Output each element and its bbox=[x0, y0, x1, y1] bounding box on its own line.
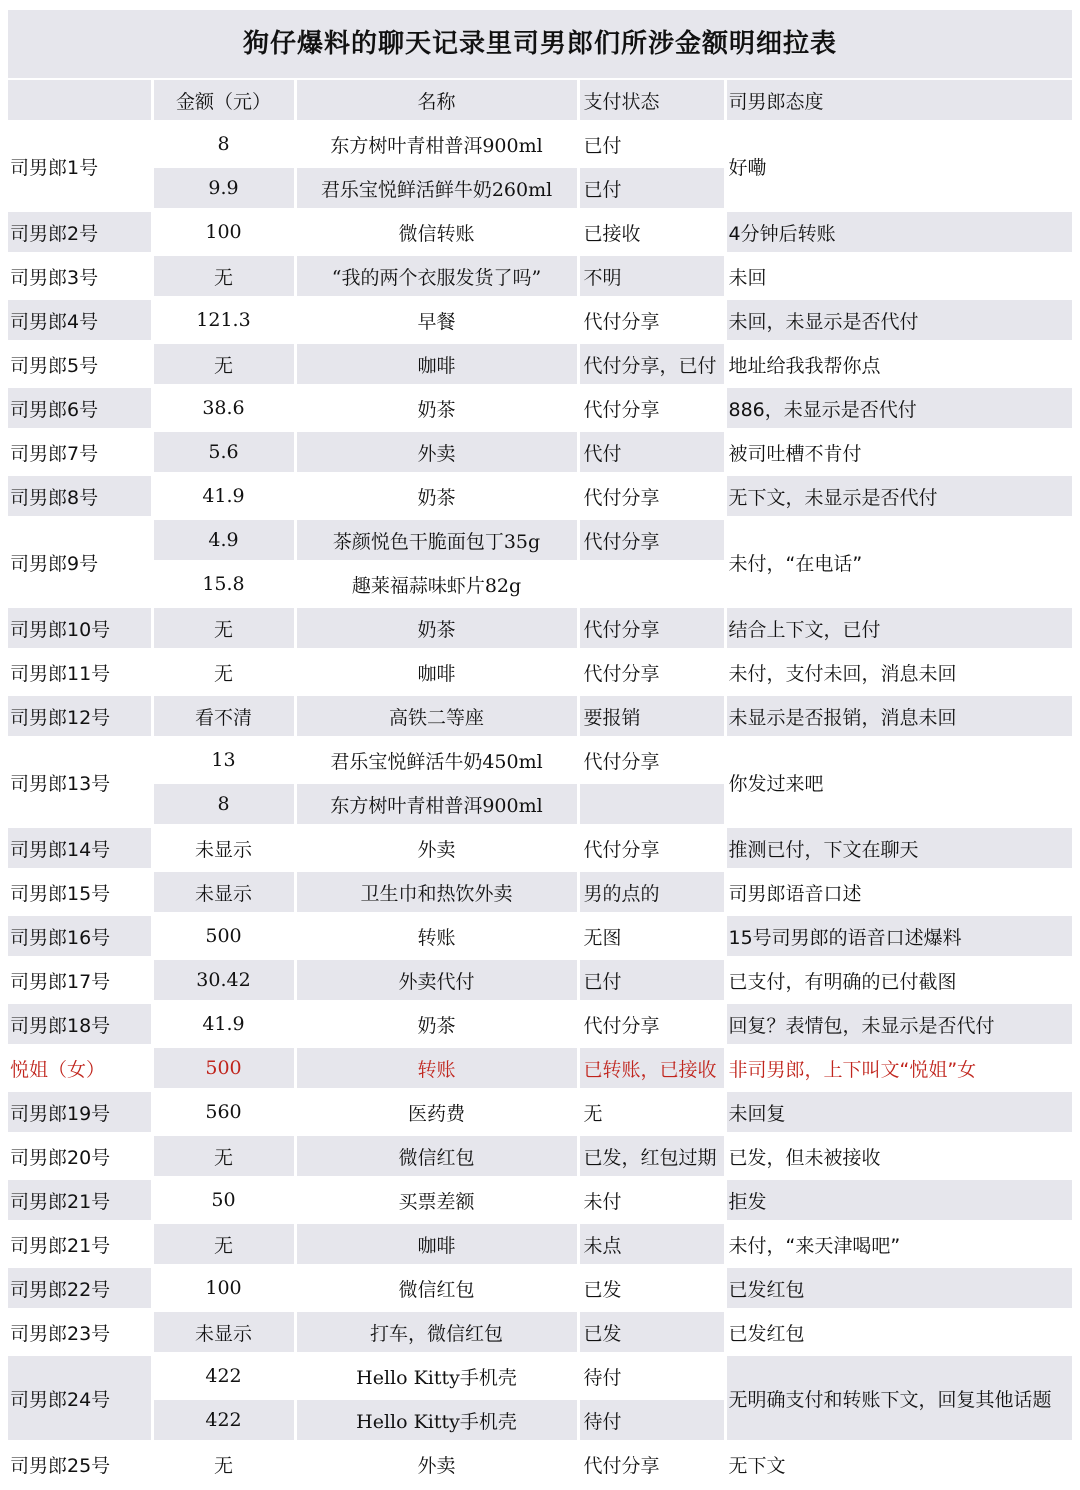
attitude-cell: 地址给我我帮你点 bbox=[725, 342, 1072, 386]
row-label: 司男郎7号 bbox=[8, 430, 152, 474]
item-name-cell: 外卖 bbox=[295, 430, 578, 474]
payment-status-cell: 已付 bbox=[578, 166, 725, 210]
amount-table bbox=[8, 80, 1072, 1488]
item-name-cell: 高铁二等座 bbox=[295, 694, 578, 738]
row-label: 司男郎5号 bbox=[8, 342, 152, 386]
row-label: 司男郎23号 bbox=[8, 1310, 152, 1354]
table-row bbox=[8, 914, 1072, 958]
payment-status-cell: 代付分享 bbox=[578, 738, 725, 782]
payment-status-cell: 已发 bbox=[578, 1310, 725, 1354]
amount-cell: 100 bbox=[152, 1266, 295, 1310]
amount-cell: 422 bbox=[152, 1354, 295, 1398]
item-name-cell: 转账 bbox=[295, 1046, 578, 1090]
amount-cell: 未显示 bbox=[152, 870, 295, 914]
item-name-cell: Hello Kitty手机壳 bbox=[295, 1354, 578, 1398]
spreadsheet bbox=[8, 10, 1072, 1488]
item-name-cell: 奶茶 bbox=[295, 474, 578, 518]
table-row bbox=[8, 518, 1072, 562]
amount-cell: 无 bbox=[152, 1442, 295, 1486]
attitude-cell: 好嘞 bbox=[725, 122, 1072, 210]
payment-status-cell: 已付 bbox=[578, 958, 725, 1002]
amount-cell: 8 bbox=[152, 782, 295, 826]
amount-cell: 50 bbox=[152, 1178, 295, 1222]
item-name-cell: 微信转账 bbox=[295, 210, 578, 254]
amount-cell: 无 bbox=[152, 1134, 295, 1178]
row-label: 司男郎2号 bbox=[8, 210, 152, 254]
payment-status-cell: 代付分享 bbox=[578, 826, 725, 870]
item-name-cell: 东方树叶青柑普洱900ml bbox=[295, 782, 578, 826]
attitude-cell: 已支付，有明确的已付截图 bbox=[725, 958, 1072, 1002]
payment-status-cell: 无 bbox=[578, 1090, 725, 1134]
table-row bbox=[8, 1046, 1072, 1090]
item-name-cell: 买票差额 bbox=[295, 1178, 578, 1222]
row-label: 司男郎9号 bbox=[8, 518, 152, 606]
item-name-cell: 东方树叶青柑普洱900ml bbox=[295, 122, 578, 166]
table-row bbox=[8, 1178, 1072, 1222]
payment-status-cell: 代付分享 bbox=[578, 474, 725, 518]
row-label: 司男郎19号 bbox=[8, 1090, 152, 1134]
table-row bbox=[8, 1266, 1072, 1310]
attitude-cell: 被司吐槽不肯付 bbox=[725, 430, 1072, 474]
table-row bbox=[8, 694, 1072, 738]
row-label: 司男郎1号 bbox=[8, 122, 152, 210]
payment-status-cell: 已转账，已接收 bbox=[578, 1046, 725, 1090]
table-row bbox=[8, 1354, 1072, 1398]
amount-cell: 560 bbox=[152, 1090, 295, 1134]
table-row bbox=[8, 254, 1072, 298]
amount-cell: 41.9 bbox=[152, 474, 295, 518]
amount-cell: 100 bbox=[152, 210, 295, 254]
item-name-cell: 外卖 bbox=[295, 1442, 578, 1486]
sheet-title: 狗仔爆料的聊天记录里司男郎们所涉金额明细拉表 bbox=[8, 10, 1072, 78]
payment-status-cell: 代付分享 bbox=[578, 386, 725, 430]
attitude-cell: 无明确支付和转账下文，回复其他话题 bbox=[725, 1354, 1072, 1442]
attitude-cell: 已发红包 bbox=[725, 1266, 1072, 1310]
header-cell-attitude: 司男郎态度 bbox=[725, 80, 1072, 122]
payment-status-cell bbox=[578, 782, 725, 826]
row-label: 司男郎14号 bbox=[8, 826, 152, 870]
row-label: 司男郎21号 bbox=[8, 1222, 152, 1266]
table-row bbox=[8, 606, 1072, 650]
attitude-cell: 886，未显示是否代付 bbox=[725, 386, 1072, 430]
table-row bbox=[8, 386, 1072, 430]
payment-status-cell: 代付分享 bbox=[578, 298, 725, 342]
item-name-cell: 君乐宝悦鲜活牛奶450ml bbox=[295, 738, 578, 782]
row-label: 司男郎20号 bbox=[8, 1134, 152, 1178]
payment-status-cell: 代付分享 bbox=[578, 650, 725, 694]
attitude-cell: 未付，“来天津喝吧” bbox=[725, 1222, 1072, 1266]
amount-cell: 500 bbox=[152, 914, 295, 958]
attitude-cell: 未付，“在电话” bbox=[725, 518, 1072, 606]
attitude-cell: 4分钟后转账 bbox=[725, 210, 1072, 254]
payment-status-cell: 代付分享，已付 bbox=[578, 342, 725, 386]
attitude-cell: 已发红包 bbox=[725, 1310, 1072, 1354]
payment-status-cell: 男的点的 bbox=[578, 870, 725, 914]
table-row bbox=[8, 870, 1072, 914]
payment-status-cell: 已接收 bbox=[578, 210, 725, 254]
amount-cell: 422 bbox=[152, 1398, 295, 1442]
row-label: 司男郎8号 bbox=[8, 474, 152, 518]
item-name-cell: 早餐 bbox=[295, 298, 578, 342]
amount-cell: 500 bbox=[152, 1046, 295, 1090]
attitude-cell: 回复？表情包，未显示是否代付 bbox=[725, 1002, 1072, 1046]
payment-status-cell: 代付分享 bbox=[578, 518, 725, 562]
row-label: 司男郎6号 bbox=[8, 386, 152, 430]
row-label: 司男郎25号 bbox=[8, 1442, 152, 1486]
attitude-cell: 已发，但未被接收 bbox=[725, 1134, 1072, 1178]
amount-cell: 4.9 bbox=[152, 518, 295, 562]
table-row bbox=[8, 210, 1072, 254]
attitude-cell: 推测已付，下文在聊天 bbox=[725, 826, 1072, 870]
table-row bbox=[8, 1310, 1072, 1354]
table-row bbox=[8, 298, 1072, 342]
amount-cell: 无 bbox=[152, 606, 295, 650]
row-label: 悦姐（女） bbox=[8, 1046, 152, 1090]
amount-cell: 无 bbox=[152, 342, 295, 386]
amount-cell: 无 bbox=[152, 650, 295, 694]
item-name-cell: 咖啡 bbox=[295, 650, 578, 694]
row-label: 司男郎11号 bbox=[8, 650, 152, 694]
attitude-cell: 未回 bbox=[725, 254, 1072, 298]
payment-status-cell: 未点 bbox=[578, 1222, 725, 1266]
item-name-cell: 茶颜悦色干脆面包丁35g bbox=[295, 518, 578, 562]
amount-cell: 5.6 bbox=[152, 430, 295, 474]
payment-status-cell: 代付分享 bbox=[578, 1002, 725, 1046]
row-label: 司男郎3号 bbox=[8, 254, 152, 298]
row-label: 司男郎12号 bbox=[8, 694, 152, 738]
table-row bbox=[8, 342, 1072, 386]
amount-cell: 看不清 bbox=[152, 694, 295, 738]
attitude-cell: 拒发 bbox=[725, 1178, 1072, 1222]
item-name-cell: 转账 bbox=[295, 914, 578, 958]
amount-cell: 无 bbox=[152, 254, 295, 298]
attitude-cell: 未回复 bbox=[725, 1090, 1072, 1134]
payment-status-cell: 已发，红包过期 bbox=[578, 1134, 725, 1178]
amount-cell: 9.9 bbox=[152, 166, 295, 210]
payment-status-cell: 已发 bbox=[578, 1266, 725, 1310]
payment-status-cell: 已付 bbox=[578, 122, 725, 166]
attitude-cell: 你发过来吧 bbox=[725, 738, 1072, 826]
amount-cell: 121.3 bbox=[152, 298, 295, 342]
amount-cell: 30.42 bbox=[152, 958, 295, 1002]
payment-status-cell: 要报销 bbox=[578, 694, 725, 738]
item-name-cell: 咖啡 bbox=[295, 342, 578, 386]
attitude-cell: 非司男郎，上下叫文“悦姐”女 bbox=[725, 1046, 1072, 1090]
payment-status-cell: 待付 bbox=[578, 1354, 725, 1398]
payment-status-cell: 代付 bbox=[578, 430, 725, 474]
table-row bbox=[8, 1090, 1072, 1134]
table-row bbox=[8, 122, 1072, 166]
item-name-cell: 微信红包 bbox=[295, 1134, 578, 1178]
item-name-cell: 外卖 bbox=[295, 826, 578, 870]
amount-cell: 未显示 bbox=[152, 826, 295, 870]
payment-status-cell: 未付 bbox=[578, 1178, 725, 1222]
item-name-cell: 医药费 bbox=[295, 1090, 578, 1134]
item-name-cell: 咖啡 bbox=[295, 1222, 578, 1266]
row-label: 司男郎15号 bbox=[8, 870, 152, 914]
row-label: 司男郎22号 bbox=[8, 1266, 152, 1310]
header-cell bbox=[8, 80, 152, 122]
amount-cell: 无 bbox=[152, 1222, 295, 1266]
row-label: 司男郎10号 bbox=[8, 606, 152, 650]
header-cell-name: 名称 bbox=[295, 80, 578, 122]
item-name-cell: 君乐宝悦鲜活鲜牛奶260ml bbox=[295, 166, 578, 210]
row-label: 司男郎4号 bbox=[8, 298, 152, 342]
table-row bbox=[8, 826, 1072, 870]
item-name-cell: 奶茶 bbox=[295, 606, 578, 650]
attitude-cell: 未回，未显示是否代付 bbox=[725, 298, 1072, 342]
attitude-cell: 未显示是否报销，消息未回 bbox=[725, 694, 1072, 738]
header-row bbox=[8, 80, 1072, 122]
attitude-cell: 结合上下文，已付 bbox=[725, 606, 1072, 650]
table-row bbox=[8, 1134, 1072, 1178]
amount-cell: 未显示 bbox=[152, 1310, 295, 1354]
table-row bbox=[8, 650, 1072, 694]
item-name-cell: “我的两个衣服发货了吗” bbox=[295, 254, 578, 298]
row-label: 司男郎16号 bbox=[8, 914, 152, 958]
payment-status-cell bbox=[578, 562, 725, 606]
table-row bbox=[8, 430, 1072, 474]
payment-status-cell: 不明 bbox=[578, 254, 725, 298]
table-row bbox=[8, 1222, 1072, 1266]
item-name-cell: 奶茶 bbox=[295, 1002, 578, 1046]
row-label: 司男郎17号 bbox=[8, 958, 152, 1002]
payment-status-cell: 代付分享 bbox=[578, 1442, 725, 1486]
item-name-cell: 微信红包 bbox=[295, 1266, 578, 1310]
table-row bbox=[8, 1002, 1072, 1046]
table-row bbox=[8, 474, 1072, 518]
table-row bbox=[8, 958, 1072, 1002]
amount-cell: 38.6 bbox=[152, 386, 295, 430]
item-name-cell: 外卖代付 bbox=[295, 958, 578, 1002]
payment-status-cell: 待付 bbox=[578, 1398, 725, 1442]
item-name-cell: 打车，微信红包 bbox=[295, 1310, 578, 1354]
header-cell-amount: 金额（元） bbox=[152, 80, 295, 122]
row-label: 司男郎13号 bbox=[8, 738, 152, 826]
row-label: 司男郎24号 bbox=[8, 1354, 152, 1442]
row-label: 司男郎18号 bbox=[8, 1002, 152, 1046]
amount-cell: 41.9 bbox=[152, 1002, 295, 1046]
row-label: 司男郎21号 bbox=[8, 1178, 152, 1222]
amount-cell: 13 bbox=[152, 738, 295, 782]
amount-cell: 15.8 bbox=[152, 562, 295, 606]
payment-status-cell: 代付分享 bbox=[578, 606, 725, 650]
item-name-cell: 卫生巾和热饮外卖 bbox=[295, 870, 578, 914]
amount-cell: 8 bbox=[152, 122, 295, 166]
item-name-cell: Hello Kitty手机壳 bbox=[295, 1398, 578, 1442]
attitude-cell: 无下文，未显示是否代付 bbox=[725, 474, 1072, 518]
item-name-cell: 趣莱福蒜味虾片82g bbox=[295, 562, 578, 606]
attitude-cell: 司男郎语音口述 bbox=[725, 870, 1072, 914]
attitude-cell: 未付，支付未回，消息未回 bbox=[725, 650, 1072, 694]
payment-status-cell: 无图 bbox=[578, 914, 725, 958]
table-row bbox=[8, 1442, 1072, 1486]
table-row bbox=[8, 738, 1072, 782]
header-cell-payment: 支付状态 bbox=[578, 80, 725, 122]
attitude-cell: 无下文 bbox=[725, 1442, 1072, 1486]
attitude-cell: 15号司男郎的语音口述爆料 bbox=[725, 914, 1072, 958]
item-name-cell: 奶茶 bbox=[295, 386, 578, 430]
